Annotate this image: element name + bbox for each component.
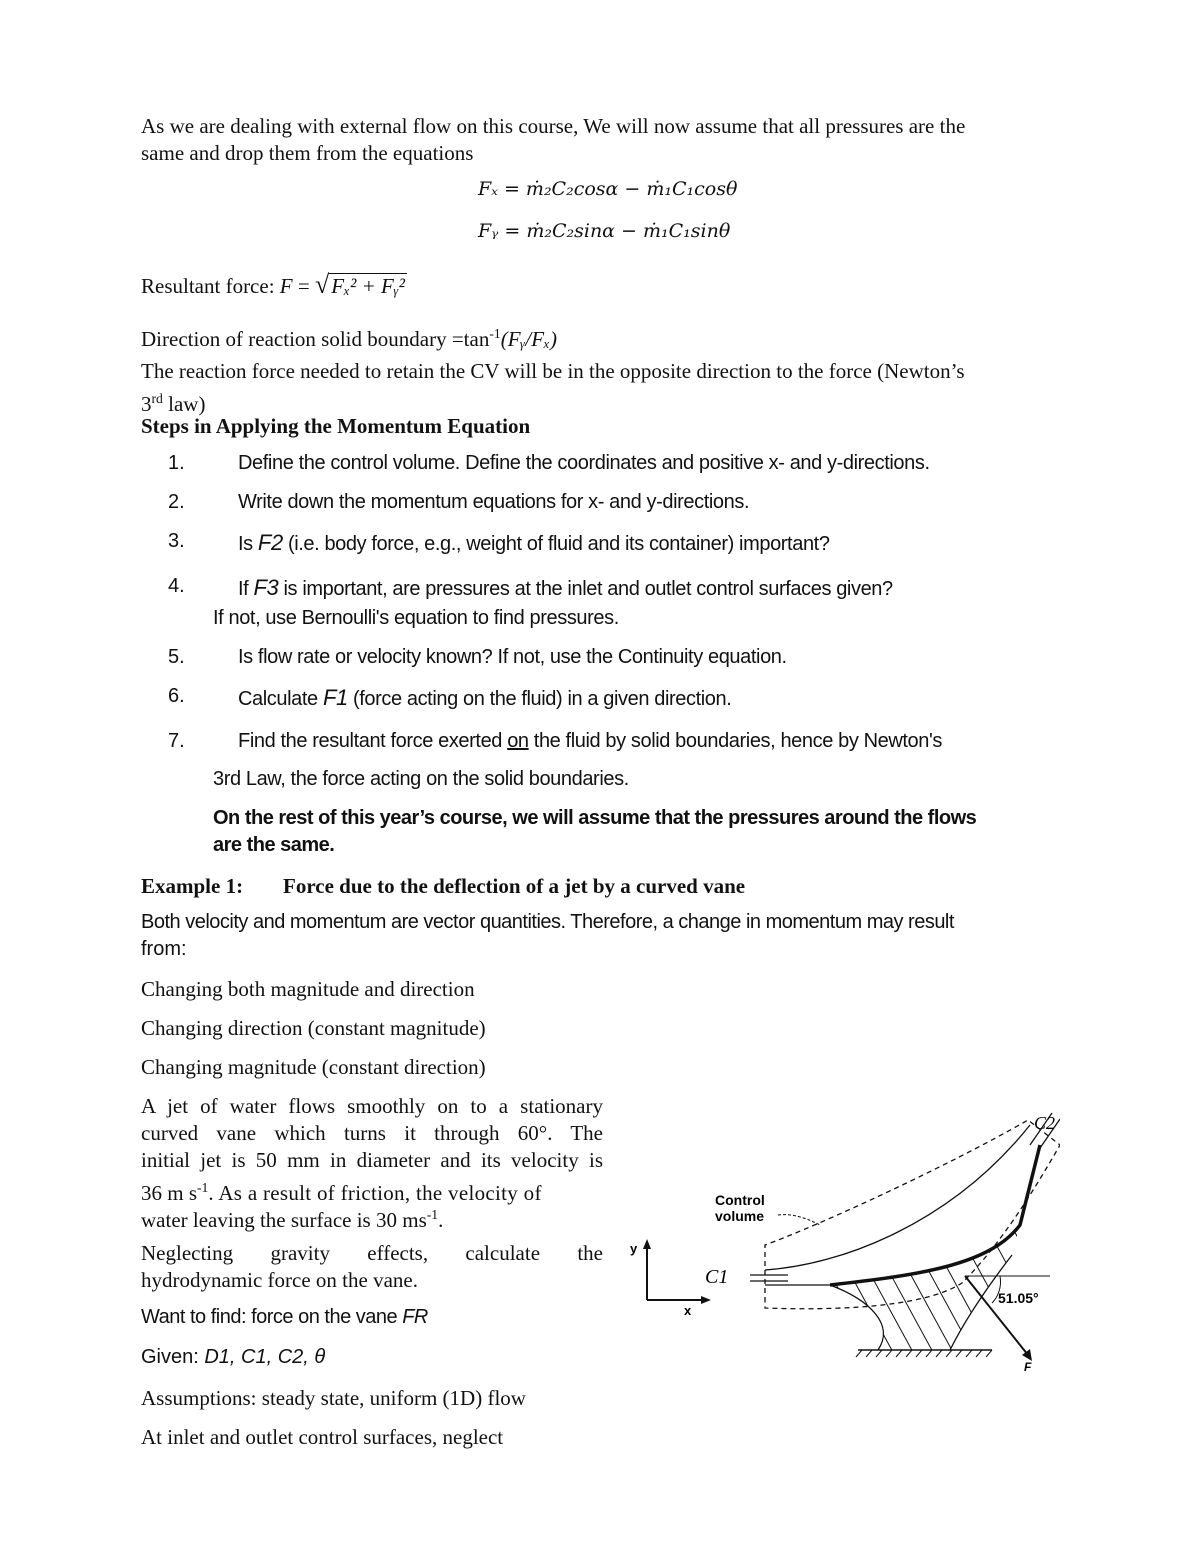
equation-fx: Fₓ = ṁ₂C₂cosα − ṁ₁C₁cosθ <box>478 178 738 200</box>
step-3-post: (i.e. body force, e.g., weight of fluid and its container) important? <box>282 533 830 555</box>
given-line <box>141 1346 325 1369</box>
want-text: Want to find: force on the vane <box>141 1306 403 1328</box>
step-3-text <box>238 530 830 556</box>
control-volume-pointer <box>778 1215 820 1225</box>
y-label: y <box>630 1241 638 1256</box>
want-var: FR <box>402 1306 428 1328</box>
step-5-text: Is flow rate or velocity known? If not, use the Continuity equation. <box>238 646 787 668</box>
step-6-pre: Calculate <box>238 688 323 710</box>
example-p1-line-2: from: <box>141 938 187 960</box>
ground-hatching <box>856 1350 992 1357</box>
support-hatching <box>820 1205 1060 1365</box>
step-6-number: 6. <box>168 685 185 707</box>
jet-l4-sup: -1 <box>197 1180 209 1195</box>
step-1-number: 1. <box>168 452 185 474</box>
given-label: Given: <box>141 1346 205 1368</box>
step-4-text <box>238 575 893 601</box>
direction-sup: -1 <box>489 326 501 341</box>
reaction-rest: law) <box>162 392 206 416</box>
given-vars: D1, C1, C2, θ <box>204 1346 326 1368</box>
step-3-number: 3. <box>168 530 185 552</box>
equation-fy: Fᵧ = ṁ₂C₂sinα − ṁ₁C₁sinθ <box>478 220 731 242</box>
step-1-text: Define the control volume. Define the coordinates and positive x- and y-directions. <box>238 452 930 474</box>
step-7-pre: Find the resultant force exerted <box>238 730 508 752</box>
change-item-3: Changing magnitude (constant direction) <box>141 1055 486 1079</box>
step-6-var: F1 <box>322 685 348 710</box>
sqrt-sign: √ <box>314 270 330 299</box>
jet-l4-a: 36 m s <box>141 1181 198 1205</box>
assumptions-line: Assumptions: steady state, uniform (1D) flow <box>141 1386 526 1410</box>
x-axis-arrow <box>701 1296 711 1304</box>
resultant-radicand: Fₓ² + Fᵧ² <box>331 274 405 298</box>
jet-l5-b: . <box>438 1208 444 1232</box>
step-4-continuation: If not, use Bernoulli's equation to find pressures. <box>213 607 619 629</box>
direction-arg: (Fᵧ/Fₓ) <box>500 327 557 351</box>
neglect-line-1: Neglecting gravity effects, calculate the <box>141 1241 603 1265</box>
y-axis-arrow <box>643 1239 651 1249</box>
resultant-eq: = <box>297 274 310 298</box>
jet-line-2: curved vane which turns it through 60°. The <box>141 1121 603 1145</box>
step-3-pre: Is <box>238 533 258 555</box>
step-5-number: 5. <box>168 646 185 668</box>
jet-line-3: initial jet is 50 mm in diameter and its velocity is <box>141 1148 603 1172</box>
jet-l5-sup: -1 <box>426 1207 439 1222</box>
step-4-pre: If <box>238 578 254 600</box>
reaction-sup: rd <box>151 391 163 406</box>
change-item-2: Changing direction (constant magnitude) <box>141 1016 486 1040</box>
jet-l4-b: . As a result of friction, the velocity of <box>208 1181 542 1205</box>
force-arrow-line <box>965 1276 1028 1355</box>
note-line-1: On the rest of this year’s course, we will assume that the pressures around the flows <box>213 807 977 829</box>
step-7-continuation: 3rd Law, the force acting on the solid boundaries. <box>213 768 629 790</box>
example-label: Example 1: <box>141 874 244 898</box>
change-item-1: Changing both magnitude and direction <box>141 977 475 1001</box>
note-line-2: are the same. <box>213 834 335 856</box>
step-6-post: (force acting on the fluid) in a given direction. <box>347 688 732 710</box>
step-4-number: 4. <box>168 575 185 597</box>
x-label: x <box>684 1303 692 1318</box>
step-6-text <box>238 685 731 711</box>
direction-text: Direction of reaction solid boundary =tan <box>141 327 490 351</box>
vane-support-left <box>830 1285 883 1350</box>
vane <box>830 1145 1040 1285</box>
neglect-line-2: hydrodynamic force on the vane. <box>141 1268 418 1292</box>
step-4-post: is important, are pressures at the inlet and outlet control surfaces given? <box>278 578 893 600</box>
vane-diagram <box>620 1105 1060 1375</box>
step-7-text <box>238 730 942 753</box>
example-title: Force due to the deflection of a jet by a curved vane <box>283 874 746 898</box>
inlet-line: At inlet and outlet control surfaces, neglect <box>141 1425 504 1449</box>
step-2-text: Write down the momentum equations for x- and y-directions. <box>238 491 750 513</box>
resultant-label: Resultant force: <box>141 274 280 298</box>
want-line <box>141 1306 428 1329</box>
step-4-var: F3 <box>253 575 279 600</box>
step-2-number: 2. <box>168 491 185 513</box>
step-7-underlined: on <box>507 730 529 752</box>
jet-line-5 <box>141 1201 443 1234</box>
steps-heading: Steps in Applying the Momentum Equation <box>141 414 531 438</box>
jet-l5-a: water leaving the surface is 30 ms <box>141 1208 427 1232</box>
angle-label: 51.05° <box>998 1290 1039 1306</box>
intro-line-1: As we are dealing with external flow on this course, We will now assume that all pressures are the <box>141 114 966 138</box>
control-volume-boundary <box>765 1120 1060 1309</box>
step-3-var: F2 <box>257 530 283 555</box>
intro-line-2: same and drop them from the equations <box>141 141 474 165</box>
reaction-num: 3 <box>141 392 152 416</box>
example-p1-line-1: Both velocity and momentum are vector quantities. Therefore, a change in momentum may result <box>141 911 954 933</box>
c2-label: C2 <box>1034 1113 1056 1133</box>
c1-label: C1 <box>705 1266 729 1288</box>
jet-line-1: A jet of water flows smoothly on to a stationary <box>141 1094 603 1118</box>
step-7-number: 7. <box>168 730 185 752</box>
force-label: F <box>1024 1360 1032 1374</box>
reaction-line-1: The reaction force needed to retain the CV will be in the opposite direction to the force (Newton’s <box>141 359 965 383</box>
direction-line <box>141 320 557 353</box>
volume-label: volume <box>715 1208 765 1224</box>
resultant-f: F <box>279 274 293 298</box>
control-label: Control <box>715 1192 765 1208</box>
step-7-post: the fluid by solid boundaries, hence by Newton's <box>528 730 943 752</box>
resultant-force <box>141 271 407 300</box>
